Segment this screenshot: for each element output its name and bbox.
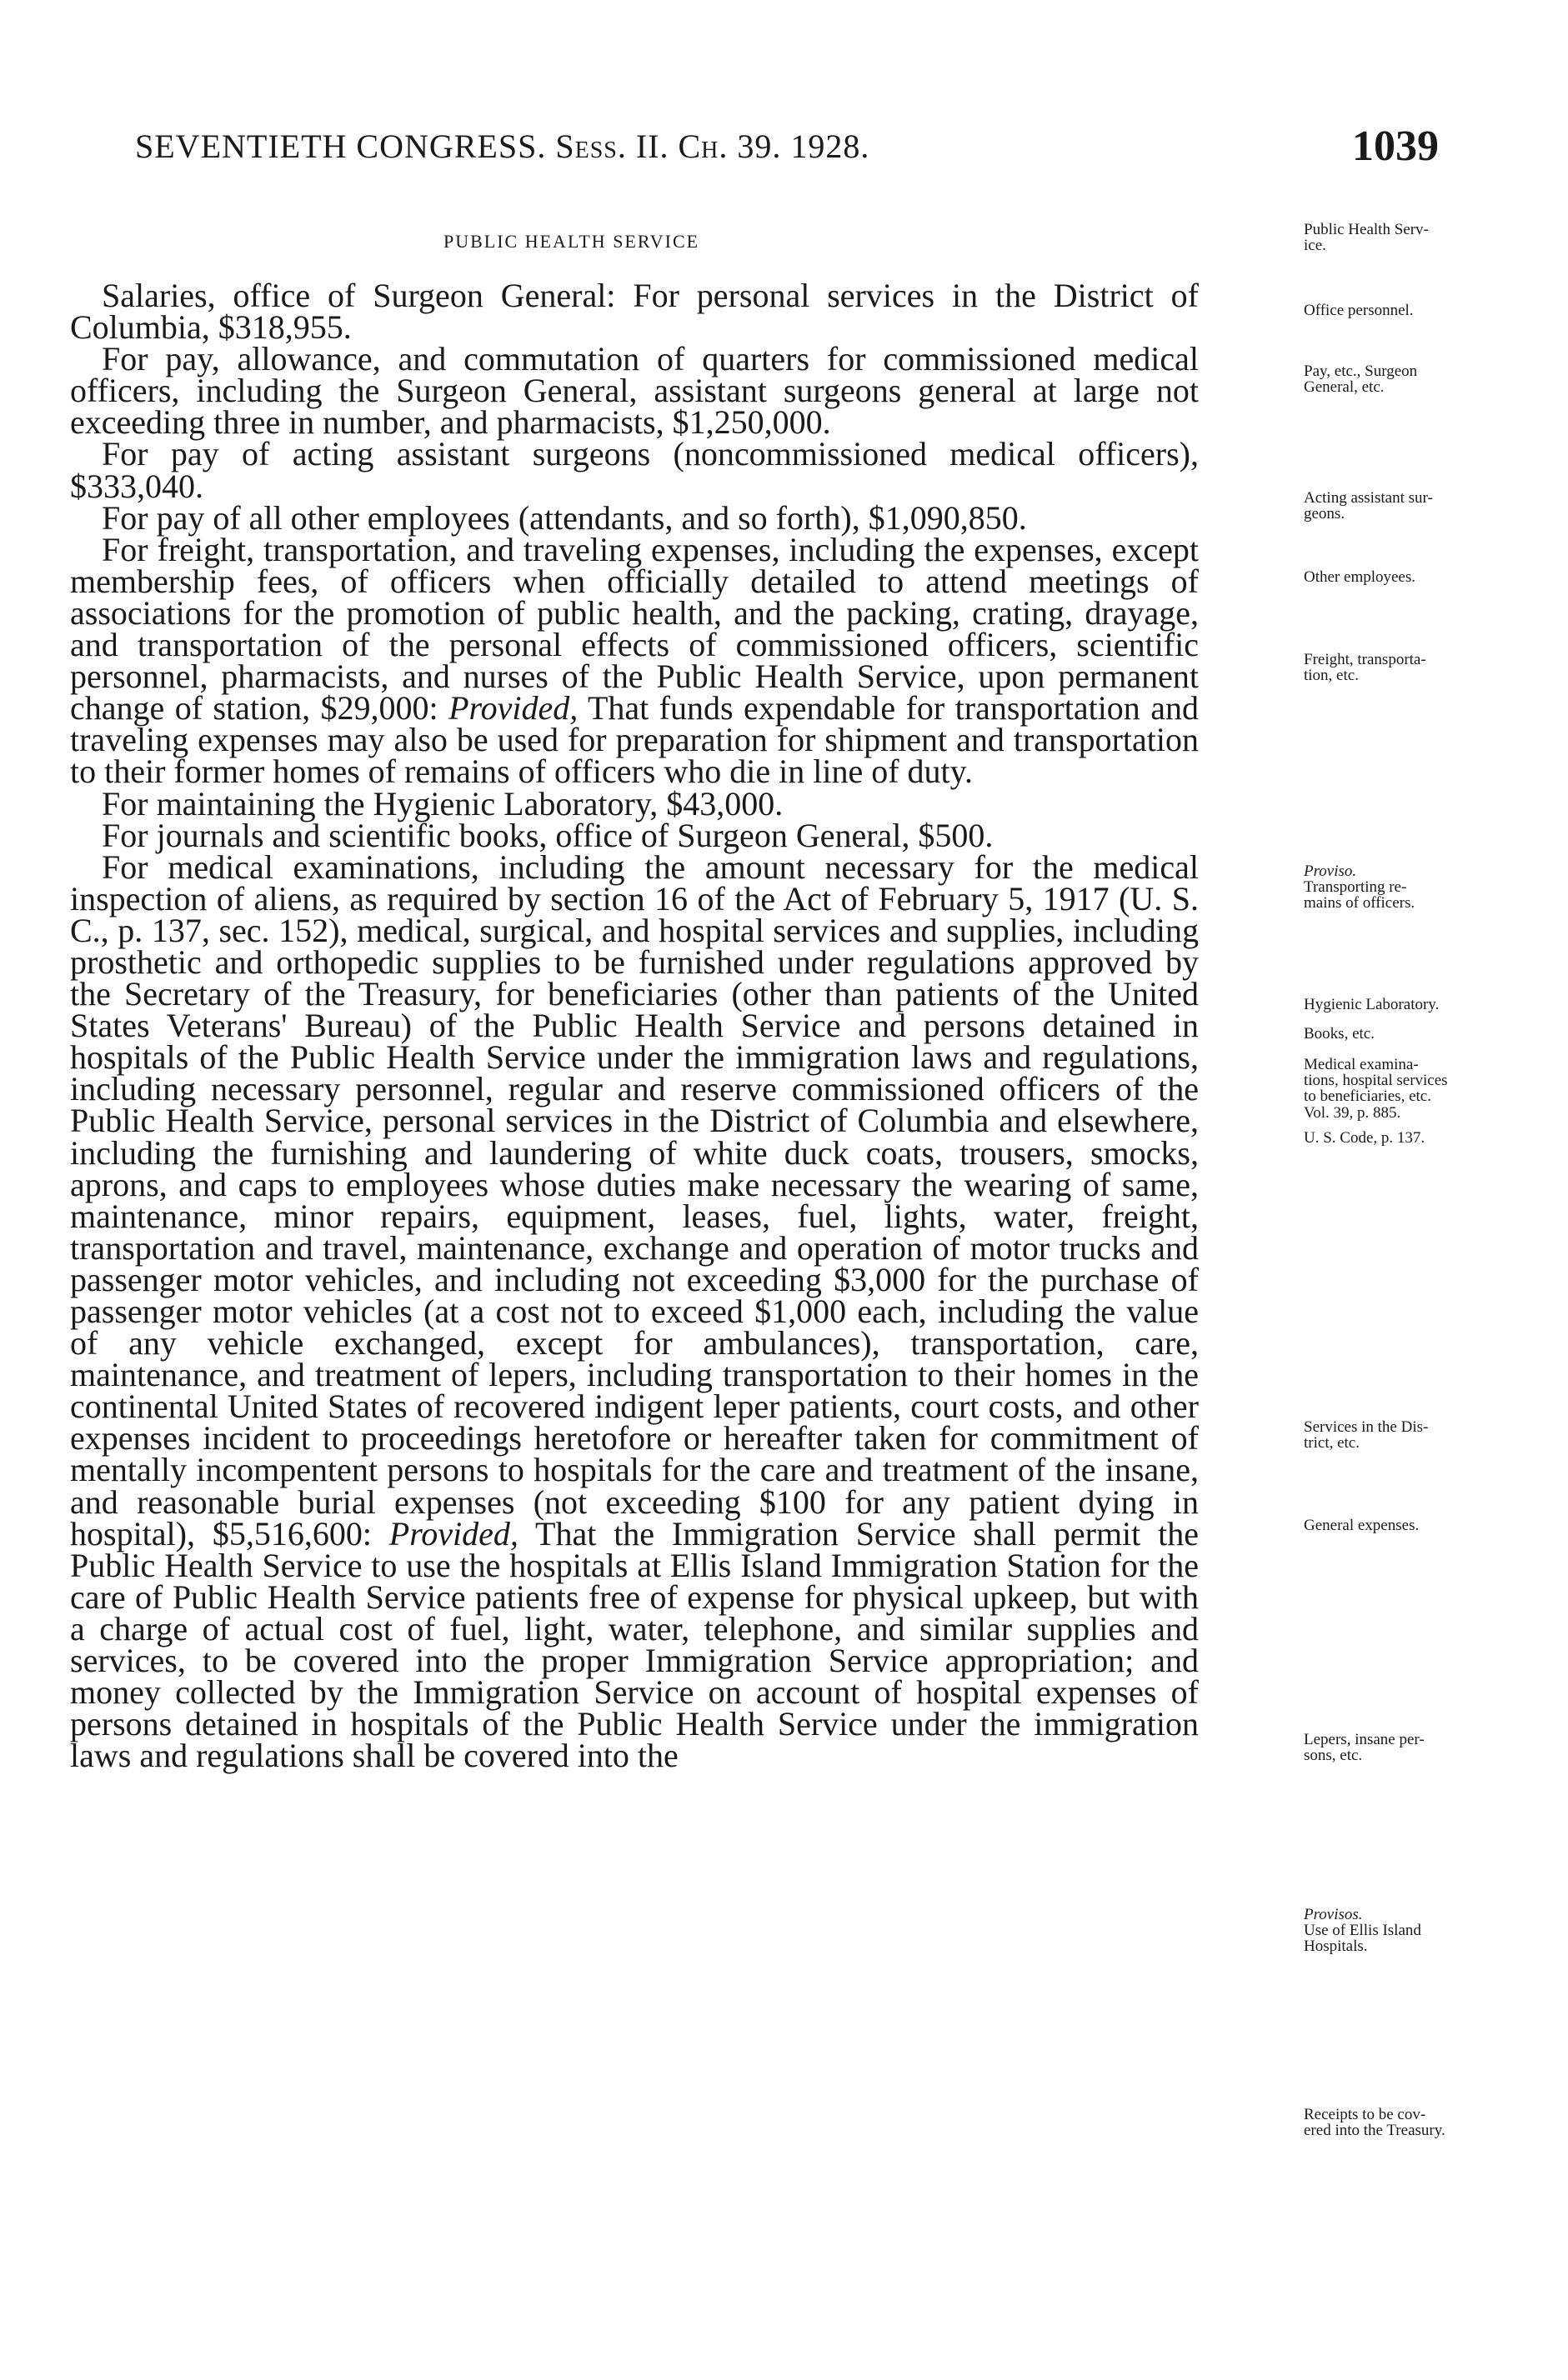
proviso-word-2: Provided, [388, 1514, 518, 1552]
margin-note-hygienic-laboratory: Hygienic Laboratory. [1304, 996, 1440, 1013]
page-header [135, 122, 1469, 177]
ellis-island-proviso-text: That the Immigration Service shall permit the Public Health Service to use the hospitals at Ellis Island Immigration Station for the care of Public Health Service patients free of expense for physical upkeep, but with a charge of actual cost of fuel, light, water, telephone, and similar supplies and services, to be covered into the proper Immigration Service appropriation; and money collected by the Immigration Service on account of hospital expenses of persons detained in hospitals of the Public Health Service under the immigration laws and regulations shall be covered into the [70, 1514, 1199, 1775]
margin-note-lepers: Lepers, insane per- sons, etc. [1304, 1731, 1425, 1764]
running-head-chapter: Ch. 39. [678, 128, 782, 165]
margin-note-receipts: Receipts to be cov- ered into the Treasury. [1304, 2106, 1445, 2139]
provisos-label: Provisos. [1304, 1906, 1363, 1923]
medical-text: For medical examinations, including the amount necessary for the medical inspection of aliens, as required by section 16 of the Act of February 5, 1917 (U. S. C., p. 137, sec. 152), medical, surgical, and hospital services and supplies, including prosthetic and orthopedic supplies to be furnished under regulations approved by the Secretary of the Treasury, for beneficiaries (other than patients of the United States Veterans' Bureau) of the Public Health Service and persons detained in hospitals of the Public Health Service under the immigration laws and regulations, including necessary personnel, regular and reserve commissioned officers of the Public Health Service, personal services in the District of Columbia and elsewhere, including the furnishing and laundering of white duck coats, trousers, smocks, aprons, and caps to employees whose duties make necessary the wearing of same, maintenance, minor repairs, equipment, leases, fuel, lights, water, freight, transportation and travel, maintenance, exchange and operation of motor trucks and passenger motor vehicles, and including not exceeding $3,000 for the purchase of passenger motor vehicles (at a cost not to exceed $1,000 each, including the value of any vehicle exchanged, except for ambulances), transportation, care, maintenance, and treatment of lepers, including transportation to their homes in the continental United States of recovered indigent leper patients, court costs, and other expenses incident to proceedings heretofore or hereafter taken for commitment of mentally incompentent persons to hospitals for the care and treatment of the insane, and reasonable burial expenses (not exceeding $100 for any patient dying in hospital), $5,516,600: [70, 848, 1199, 1552]
margin-note-books: Books, etc. [1304, 1025, 1375, 1042]
running-head-year: 1928. [790, 128, 870, 165]
freight-proviso-text: That funds expendable for transportation and traveling expenses may also be used for preparation for shipment and transportation to their former homes of remains of officers who die in line of duty. [70, 689, 1199, 791]
running-head-session: Sess. II. [555, 128, 669, 165]
proviso-word-1: Provided, [448, 689, 579, 728]
freight-text: For freight, transportation, and traveling expenses, including the expenses, except membership fees, of officers when officially detailed to attend meetings of associations for the promotion of public health, and the packing, crating, drayage, and transportation of the personal effects of commissioned officers, scientific personnel, pharmacists, and nurses of the Public Health Service, upon permanent change of station, $29,000: [70, 530, 1199, 728]
running-head [135, 127, 869, 166]
body-text [70, 221, 1448, 2139]
margin-note-ellis-island: Provisos. Use of Ellis Island Hospitals. [1304, 1907, 1554, 1954]
paragraph-hygienic-laboratory: For maintaining the Hygienic Laboratory, $43,000. [102, 784, 784, 822]
margin-note-general-expenses: General expenses. [1304, 1517, 1420, 1534]
margin-note-public-health-service: Public Health Serv- ice. [1304, 221, 1429, 254]
paragraph-acting-assistant-surgeons: For pay of acting assistant surgeons (noncommissioned medical officers), $333,040. [70, 435, 1199, 505]
paragraph-medical-examinations [70, 848, 1199, 1775]
margin-note-other-employees: Other employees. [1304, 568, 1416, 586]
margin-note-medical-examinations: Medical examina- tions, hospital services to beneficiaries, etc. [1304, 1056, 1448, 1105]
margin-note-services-district: Services in the Dis- trict, etc. [1304, 1418, 1429, 1452]
margin-note-usc-reference: U. S. Code, p. 137. [1304, 1129, 1425, 1147]
paragraph-commissioned-officers: For pay, allowance, and commutation of quarters for commissioned medical officers, including the Surgeon General, assistant surgeons general at large not exceeding three in number, and pharmacists, $1,250,000. [70, 340, 1199, 442]
paragraph-journals-books: For journals and scientific books, office of Surgeon General, $500. [102, 816, 994, 854]
margin-note-vol-reference: Vol. 39, p. 885. [1304, 1104, 1401, 1122]
section-heading: PUBLIC HEALTH SERVICE [443, 231, 700, 252]
running-head-congress: SEVENTIETH CONGRESS. [135, 128, 547, 165]
margin-note-office-personnel: Office personnel. [1304, 302, 1414, 319]
margin-note-pay-surgeon-general: Pay, etc., Surgeon General, etc. [1304, 362, 1418, 396]
proviso-label: Proviso. [1304, 862, 1357, 880]
paragraph-freight-transportation [70, 530, 1199, 791]
page-number: 1039 [1352, 122, 1439, 170]
paragraph-other-employees: For pay of all other employees (attendants, and so forth), $1,090,850. [102, 498, 1027, 537]
margin-note-freight-transportation: Freight, transporta- tion, etc. [1304, 651, 1426, 684]
margin-note-transporting-remains: Proviso. Transporting re- mains of officers. [1304, 863, 1554, 911]
margin-note-acting-assistant-surgeons: Acting assistant sur- geons. [1304, 489, 1433, 522]
paragraph-office-salaries: Salaries, office of Surgeon General: For personal services in the District of Columbia, $318,955. [70, 277, 1199, 347]
